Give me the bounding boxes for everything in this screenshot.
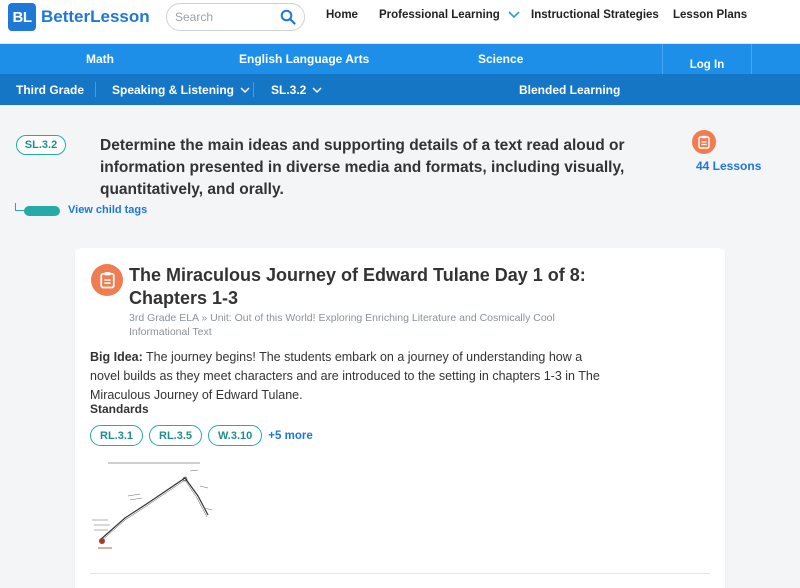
- standard-tag[interactable]: RL.3.5: [149, 425, 202, 446]
- search-icon[interactable]: [280, 9, 296, 25]
- lesson-unit-breadcrumb[interactable]: 3rd Grade ELA » Unit: Out of this World! Exploring Enriching Literature and Cosmically Cool Informational Text: [129, 312, 555, 338]
- view-child-tags-toggle[interactable]: [14, 203, 147, 217]
- standard-description: Determine the main ideas and supporting details of a text read aloud or information presented in diverse media and formats, including visually, quantitatively, and orally.: [100, 137, 625, 198]
- lesson-card: [75, 248, 725, 588]
- logo-badge: BL: [8, 3, 36, 31]
- chevron-down-icon: [240, 87, 250, 94]
- lessons-icon: [692, 130, 716, 154]
- logo[interactable]: [8, 3, 150, 31]
- subject-math[interactable]: Math: [86, 52, 114, 66]
- lessons-count-link[interactable]: 44 Lessons: [696, 159, 762, 173]
- breadcrumb-grade-label: Third Grade: [16, 83, 85, 97]
- view-child-tags-label: View child tags: [68, 204, 148, 216]
- more-standards-link[interactable]: +5 more: [268, 429, 313, 442]
- big-idea: [90, 348, 600, 405]
- standard-code-pill[interactable]: SL.3.2: [16, 135, 66, 155]
- chevron-down-icon: [312, 87, 322, 94]
- subject-english-language-arts[interactable]: English Language Arts: [239, 52, 370, 66]
- login-button[interactable]: Log In: [662, 44, 752, 86]
- breadcrumb-standard-label: SL.3.2: [271, 83, 307, 97]
- standards-tags: [90, 425, 313, 446]
- nav-lesson-plans[interactable]: [673, 9, 747, 21]
- nav-home-label: Home: [326, 9, 358, 21]
- top-header: [0, 0, 800, 44]
- breadcrumb-standard[interactable]: [271, 83, 322, 97]
- standards-label: Standards: [90, 402, 149, 416]
- chevron-down-icon: [508, 11, 520, 19]
- breadcrumb-grade[interactable]: [16, 83, 84, 97]
- big-idea-label: Big Idea:: [90, 350, 143, 364]
- nav-instructional-strategies-label: Instructional Strategies: [531, 9, 659, 21]
- standard-tag[interactable]: W.3.10: [208, 425, 262, 446]
- nav-professional-learning[interactable]: [379, 9, 520, 21]
- logo-text: BetterLesson: [41, 7, 150, 26]
- subject-science[interactable]: Science: [478, 52, 524, 66]
- nav-lesson-plans-label: Lesson Plans: [673, 9, 748, 21]
- breadcrumb-speaking-listening-label: Speaking & Listening: [112, 83, 235, 97]
- nav-instructional-strategies[interactable]: [531, 9, 659, 21]
- search-box: [166, 3, 305, 31]
- lesson-thumbnail-image[interactable]: [90, 458, 220, 553]
- clipboard-icon: [698, 135, 710, 149]
- lesson-title-link[interactable]: The Miraculous Journey of Edward Tulane Day 1 of 8: Chapters 1-3: [129, 265, 586, 308]
- breadcrumb-blended-learning-label: Blended Learning: [519, 83, 621, 97]
- lesson-icon: [91, 264, 123, 296]
- breadcrumb-blended-learning[interactable]: [519, 83, 620, 97]
- nav-home[interactable]: [326, 9, 358, 21]
- clipboard-icon: [100, 271, 115, 289]
- big-idea-text: The journey begins! The students embark on a journey of understanding how a novel builds as they meet characters and are introduced to the setting in chapters 1-3 in The Miraculous Journey of Edward Tulane.: [90, 350, 600, 402]
- breadcrumb-divider: [253, 82, 254, 97]
- breadcrumb-speaking-listening[interactable]: [112, 83, 250, 97]
- card-divider: [90, 573, 710, 574]
- breadcrumb-divider: [95, 82, 96, 97]
- breadcrumb: [0, 74, 800, 105]
- child-tags-toggle-icon: [14, 203, 62, 217]
- nav-professional-learning-label: Professional Learning: [379, 9, 500, 21]
- search-input[interactable]: [175, 10, 275, 24]
- standard-tag[interactable]: RL.3.1: [90, 425, 143, 446]
